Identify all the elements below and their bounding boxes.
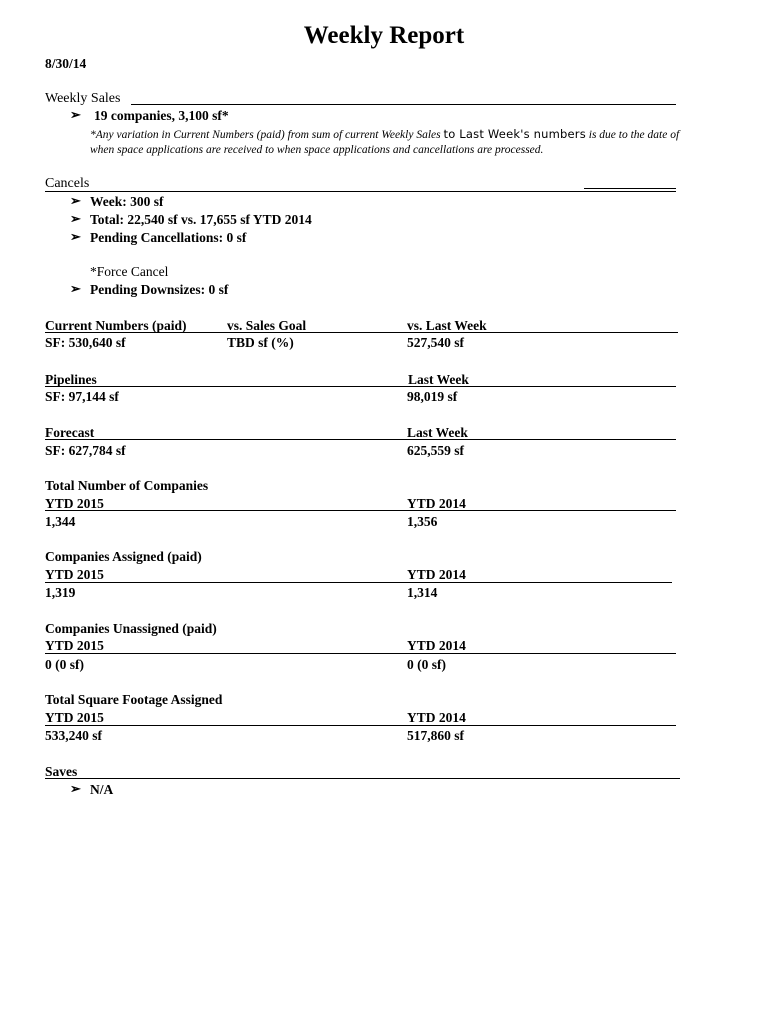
total-companies-heading: Total Number of Companies: [45, 478, 209, 493]
bullet-arrow-icon: ➢: [70, 281, 81, 296]
forecast-heading: Forecast: [45, 425, 95, 440]
sqft-assigned-ytd-a: YTD 2015: [45, 710, 104, 725]
sqft-assigned-val-a: 533,240 sf: [45, 728, 102, 743]
forecast-last-week-value: 625,559 sf: [407, 443, 464, 458]
weekly-sales-heading: Weekly Sales: [45, 91, 121, 106]
total-companies-rule: [45, 510, 676, 511]
current-numbers-rule: [45, 332, 678, 333]
saves-bullet: N/A: [90, 782, 114, 797]
cancels-underscore: [584, 188, 676, 189]
bullet-arrow-icon: ➢: [70, 229, 81, 244]
forecast-last-week-label: Last Week: [407, 425, 468, 440]
bullet-arrow-icon: ➢: [70, 193, 81, 208]
companies-unassigned-ytd-a: YTD 2015: [45, 638, 104, 653]
sqft-assigned-heading: Total Square Footage Assigned: [45, 692, 223, 707]
companies-assigned-heading: Companies Assigned (paid): [45, 549, 202, 564]
total-companies-val-b: 1,356: [407, 514, 438, 529]
sqft-assigned-rule: [45, 725, 676, 726]
companies-unassigned-val-a: 0 (0 sf): [45, 657, 84, 672]
sales-goal-value: TBD sf (%): [227, 335, 294, 350]
page-title: Weekly Report: [303, 22, 465, 49]
pipelines-last-week-label: Last Week: [408, 372, 469, 387]
companies-assigned-val-a: 1,319: [45, 585, 76, 600]
companies-unassigned-val-b: 0 (0 sf): [407, 657, 446, 672]
note-part-1: Any variation in Current Numbers (paid) from sum of current Weekly Sales: [95, 129, 444, 141]
cancels-pending: Pending Cancellations: 0 sf: [90, 230, 247, 245]
total-companies-val-a: 1,344: [45, 514, 76, 529]
current-numbers-heading: Current Numbers (paid): [45, 318, 187, 333]
pending-downsizes: Pending Downsizes: 0 sf: [90, 282, 229, 297]
force-cancel-note: *Force Cancel: [90, 264, 169, 279]
pipelines-last-week-value: 98,019 sf: [407, 389, 458, 404]
bullet-arrow-icon: ➢: [70, 107, 81, 122]
pipelines-rule: [45, 386, 676, 387]
note-part-2: to Last Week's numbers: [443, 127, 586, 141]
current-sf-value: SF: 530,640 sf: [45, 335, 126, 350]
cancels-week: Week: 300 sf: [90, 194, 164, 209]
sqft-assigned-val-b: 517,860 sf: [407, 728, 464, 743]
forecast-value: SF: 627,784 sf: [45, 443, 126, 458]
weekly-sales-bullet: 19 companies, 3,100 sf*: [94, 108, 229, 123]
note-star: *: [90, 129, 96, 141]
last-week-value: 527,540 sf: [407, 335, 464, 350]
sqft-assigned-ytd-b: YTD 2014: [407, 710, 466, 725]
companies-unassigned-rule: [45, 653, 676, 654]
bullet-arrow-icon: ➢: [70, 211, 81, 226]
last-week-heading: vs. Last Week: [407, 318, 487, 333]
cancels-rule: [45, 191, 676, 192]
companies-assigned-rule: [45, 582, 672, 583]
companies-assigned-ytd-b: YTD 2014: [407, 567, 466, 582]
total-companies-ytd-a: YTD 2015: [45, 496, 104, 511]
note-part-3: is due to the date of: [585, 129, 680, 141]
total-companies-ytd-b: YTD 2014: [407, 496, 466, 511]
companies-unassigned-ytd-b: YTD 2014: [407, 638, 466, 653]
saves-rule: [45, 778, 680, 779]
sales-goal-heading: vs. Sales Goal: [227, 318, 307, 333]
cancels-heading: Cancels: [45, 176, 90, 191]
saves-heading: Saves: [45, 764, 78, 779]
cancels-total: Total: 22,540 sf vs. 17,655 sf YTD 2014: [90, 212, 312, 227]
weekly-sales-note: [90, 126, 679, 143]
companies-assigned-ytd-a: YTD 2015: [45, 567, 104, 582]
report-date: 8/30/14: [45, 56, 87, 71]
pipelines-value: SF: 97,144 sf: [45, 389, 119, 404]
weekly-sales-note-line2: when space applications are received to when space applications and cancellations are processed.: [90, 144, 544, 156]
pipelines-heading: Pipelines: [45, 372, 97, 387]
forecast-rule: [45, 439, 676, 440]
companies-unassigned-heading: Companies Unassigned (paid): [45, 621, 217, 636]
weekly-sales-rule: [131, 104, 676, 105]
companies-assigned-val-b: 1,314: [407, 585, 438, 600]
bullet-arrow-icon: ➢: [70, 781, 81, 796]
